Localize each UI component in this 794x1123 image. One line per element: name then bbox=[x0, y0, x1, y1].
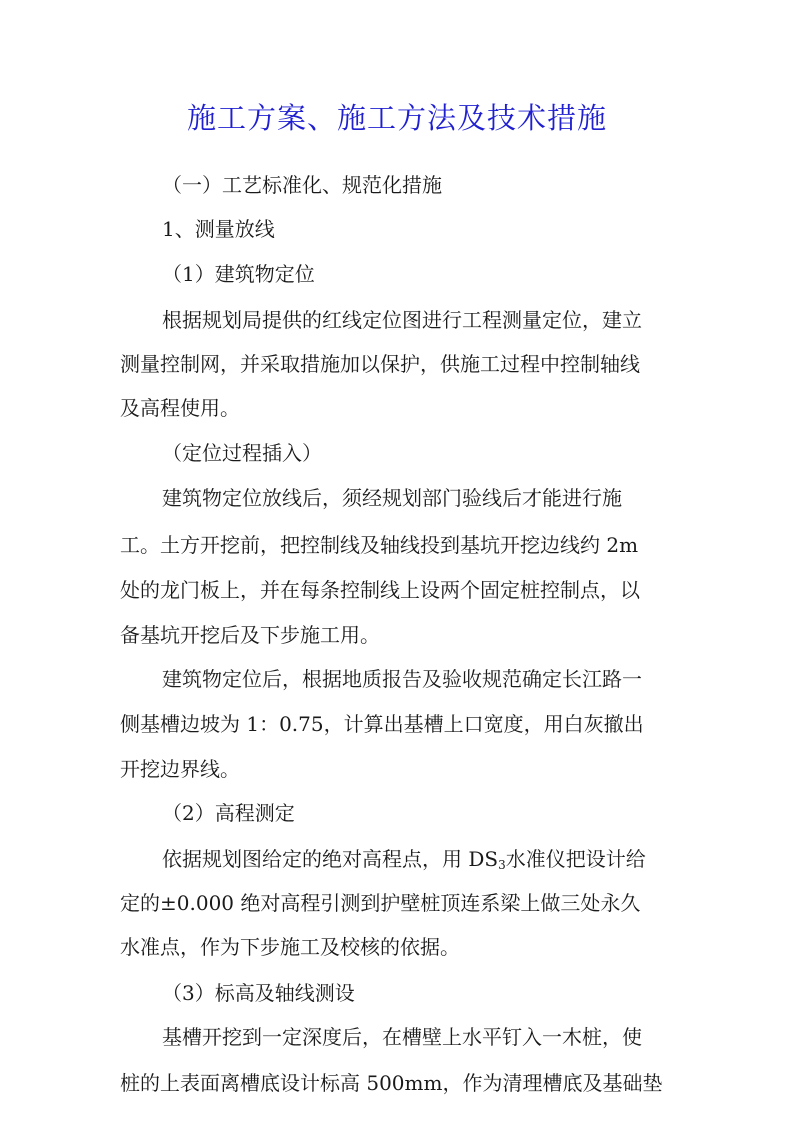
paragraph-line: 工。土方开挖前，把控制线及轴线投到基坑开挖边线约 2m bbox=[120, 533, 639, 557]
subscript: 3 bbox=[498, 858, 506, 872]
paragraph-line: 水准点，作为下步施工及校核的依据。 bbox=[120, 935, 460, 959]
paragraph-line bbox=[162, 844, 646, 880]
item-3-heading: （3）标高及轴线测设 bbox=[162, 981, 355, 1005]
text-span: 水准仪把设计给 bbox=[505, 847, 646, 871]
paragraph-line: 桩的上表面离槽底设计标高 500mm，作为清理槽底及基础垫 bbox=[120, 1071, 663, 1095]
paragraph-line: 建筑物定位后，根据地质报告及验收规范确定长江路一 bbox=[162, 667, 642, 691]
paragraph-line: 根据规划局提供的红线定位图进行工程测量定位，建立 bbox=[162, 308, 642, 332]
paragraph-line: 备基坑开挖后及下步施工用。 bbox=[120, 623, 380, 647]
item-2-heading: （2）高程测定 bbox=[162, 801, 295, 825]
paragraph-line: 基槽开挖到一定深度后，在槽壁上水平钉入一木桩，使 bbox=[162, 1025, 642, 1049]
paragraph-line: 侧基槽边坡为 1：0.75，计算出基槽上口宽度，用白灰撤出 bbox=[120, 712, 644, 736]
item-1-heading: （1）建筑物定位 bbox=[162, 262, 315, 286]
paragraph-line: 测量控制网，并采取措施加以保护，供施工过程中控制轴线 bbox=[120, 352, 640, 376]
subsection-heading: 1、测量放线 bbox=[162, 217, 275, 241]
paragraph-line: 开挖边界线。 bbox=[120, 757, 240, 781]
paragraph-line: 及高程使用。 bbox=[120, 396, 240, 420]
paragraph-line: 处的龙门板上，并在每条控制线上设两个固定桩控制点，以 bbox=[120, 578, 640, 602]
page-title: 施工方案、施工方法及技术措施 bbox=[186, 101, 607, 135]
paragraph-line: 建筑物定位放线后，须经规划部门验线后才能进行施 bbox=[162, 486, 622, 510]
text-span: 依据规划图给定的绝对高程点，用 DS bbox=[162, 847, 499, 871]
section-heading: （一）工艺标准化、规范化措施 bbox=[162, 173, 442, 197]
insert-note: （定位过程插入） bbox=[162, 441, 322, 465]
paragraph-line: 定的±0.000 绝对高程引测到护壁桩顶连系梁上做三处永久 bbox=[120, 891, 641, 915]
